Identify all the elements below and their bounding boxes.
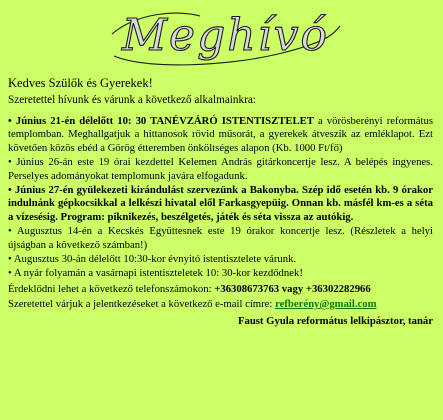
title-banner	[8, 0, 433, 72]
contact-email	[8, 297, 433, 311]
event-kirandulas	[8, 184, 433, 224]
signature: Faust Gyula református lelkipásztor, tanár	[237, 314, 433, 327]
event-evnyito: • Augusztus 30-án délelőtt 10:30-kor évnyitó istentisztelete várunk.	[8, 253, 297, 266]
contact-email-label: Szeretettel várjuk a jelentkezéseket a következő e-mail címre:	[8, 297, 276, 310]
intro-text: Szeretettel hívunk és várunk a következő alkalmainkra:	[8, 94, 256, 106]
event-tanevzaro-headline: Június 21-én délelőtt 10: 30 TANÉVZÁRÓ ISTENTISZTELET	[15, 115, 314, 127]
event-kirandulas-date: • Június 27-én	[8, 184, 74, 197]
event-kecskes-koncert: • Augusztus 14-én a Kecskés Együttesnek este 19 órakor koncertje lesz. (Részletek a helyi újságban a következő számban!)	[8, 225, 433, 251]
contact-phone	[8, 282, 433, 296]
page-title: Meghívó	[122, 10, 330, 61]
event-tanevzaro	[8, 115, 433, 155]
contact-phone-label: Érdeklődni lehet a következő telefonszámokon:	[8, 282, 215, 295]
event-gitarkoncert: • Június 26-án este 19 órai kezdettel Kelemen András gitárkoncertje lesz. A belépés ingyenes. Perselyes adományokat templomunk javára elfogadunk.	[8, 156, 433, 182]
event-tanevzaro-bullet: •	[8, 115, 12, 127]
greeting: Kedves Szülők és Gyerekek!	[8, 76, 153, 90]
event-kirandulas-details: gyülekezeti kirándulást szervezünk a Bakonyba. Szép idő esetén kb. 9 órakor indulnánk gépkocsikkal a lelkészi hivatal elől Farkasgyepüig. Onnan kb. másfél km-es a séta a vízesésig. Program: piknikezés, beszélgetés, játék és séta vissza az autókig.	[8, 184, 433, 223]
contact-phone-numbers: +36308673763 vagy +36302282966	[214, 282, 371, 295]
event-tanevzaro-details: a vörösberényi református templomban. Meghallgatjuk a hittanosok rövid műsorát, a gyerekek átveszik az emléklapot. Ezt követően közös ebéd a Görög étteremben önköltséges alapon (Kb. 1000 Ft/fő)	[8, 115, 433, 154]
title-calligraphy	[108, 4, 348, 70]
email-link[interactable]: refberény@gmail.com	[275, 297, 377, 310]
event-nyari-istentisztelet: • A nyár folyamán a vasárnapi istentiszteletek 10: 30-kor kezdődnek!	[8, 267, 303, 280]
